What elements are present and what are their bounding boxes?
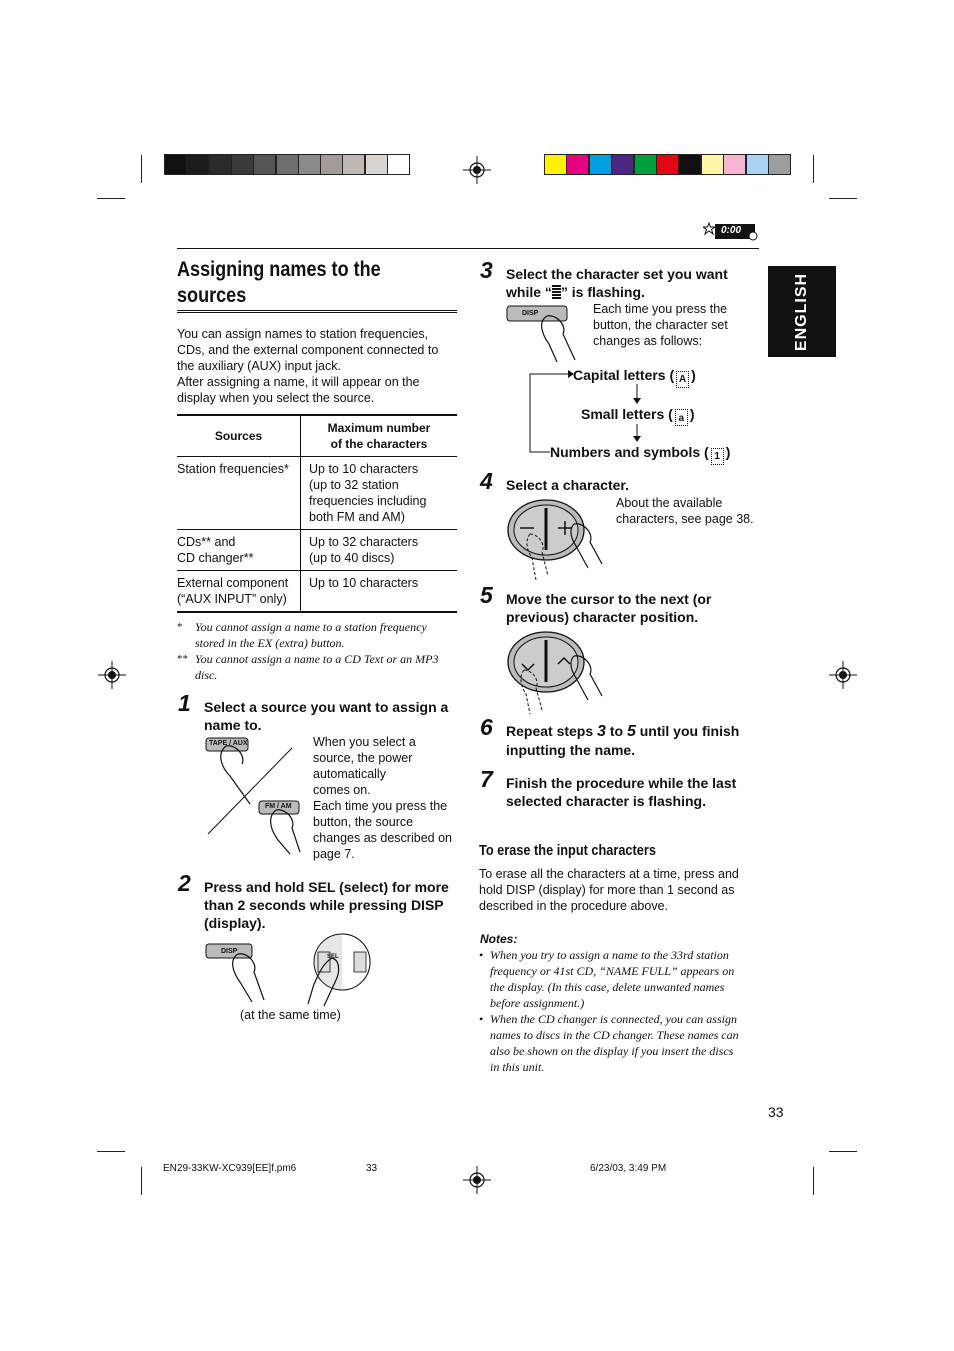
intro-paragraph bbox=[177, 326, 462, 406]
step-number: 5 bbox=[480, 582, 493, 608]
step-2-instruction: Press and hold SEL (select) for more than 2 seconds while pressing DISP (display). bbox=[204, 879, 449, 931]
color-swatch bbox=[678, 154, 701, 175]
footer-page: 33 bbox=[366, 1163, 378, 1174]
gray-swatch bbox=[365, 154, 388, 175]
registration-mark-icon bbox=[829, 661, 857, 689]
color-swatch bbox=[566, 154, 589, 175]
crop-mark bbox=[813, 1167, 814, 1195]
step-1-instruction: Select a source you want to assign a name to. bbox=[204, 699, 449, 733]
table-header-sources: Sources bbox=[177, 415, 301, 457]
page-title bbox=[177, 257, 435, 309]
gray-swatch bbox=[231, 154, 254, 175]
table-header-max: Maximum number of the characters bbox=[327, 421, 431, 451]
step-6-instruction: Repeat steps 3 to 5 until you finish inputting the name. bbox=[506, 723, 740, 758]
table-row bbox=[177, 457, 457, 530]
intro-line: display when you select the source. bbox=[177, 391, 375, 405]
step-2-illustration bbox=[200, 932, 380, 1008]
fm-am-button: FM / AM bbox=[265, 803, 292, 810]
erase-heading: To erase the input characters bbox=[479, 842, 656, 859]
table-cell-source: External component (“AUX INPUT” only) bbox=[177, 571, 301, 613]
table-cell-source: CDs** and CD changer** bbox=[177, 530, 301, 571]
notes-heading: Notes: bbox=[480, 932, 518, 946]
gray-swatch bbox=[164, 154, 187, 175]
step-5-dial-illustration bbox=[502, 630, 612, 716]
step-number: 2 bbox=[178, 870, 191, 896]
step-3-description: Each time you press the button, the character set changes as follows: bbox=[593, 302, 728, 348]
intro-line: CDs, and the external component connected to bbox=[177, 343, 439, 357]
crop-mark bbox=[829, 198, 857, 199]
gray-swatch bbox=[186, 154, 209, 175]
gray-swatch bbox=[276, 154, 299, 175]
gray-swatch bbox=[387, 154, 410, 175]
step-number: 6 bbox=[480, 714, 493, 740]
step-2-caption: (at the same time) bbox=[240, 1008, 341, 1022]
step-1-description: When you select a source, the power automatically comes on. Each time you press the button, the source changes as described on page 7. bbox=[313, 735, 452, 861]
table-row bbox=[177, 530, 457, 571]
registration-mark-icon bbox=[98, 661, 126, 689]
footnote: * You cannot assign a name to a station frequency stored in the EX (extra) button. bbox=[177, 620, 427, 650]
crop-mark bbox=[97, 1151, 125, 1152]
color-swatch bbox=[544, 154, 567, 175]
step-3-instruction: Select the character set you want while “ ” is flashing. bbox=[506, 266, 728, 300]
language-tab-label: ENGLISH bbox=[793, 272, 810, 351]
color-swatch bbox=[723, 154, 746, 175]
gray-swatch bbox=[342, 154, 365, 175]
disp-button: DISP bbox=[221, 948, 238, 955]
intro-line: You can assign names to station frequencies, bbox=[177, 327, 429, 341]
color-swatch bbox=[768, 154, 791, 175]
gray-swatch bbox=[209, 154, 232, 175]
table-cell-max: Up to 10 characters (up to 32 station frequencies including both FM and AM) bbox=[309, 462, 427, 524]
footer-filename: EN29-33KW-XC939[EE]f.pm6 bbox=[163, 1163, 297, 1174]
step-3-illustration bbox=[503, 300, 593, 366]
crop-mark bbox=[97, 198, 125, 199]
numbers-symbols-icon: 1 bbox=[711, 448, 724, 465]
gray-swatch bbox=[320, 154, 343, 175]
step-number: 7 bbox=[480, 766, 493, 792]
clock-display-icon bbox=[703, 221, 759, 243]
color-swatch bbox=[656, 154, 679, 175]
crop-mark bbox=[813, 155, 814, 183]
small-letters-icon: a bbox=[675, 409, 688, 426]
step-4-instruction: Select a character. bbox=[506, 477, 629, 493]
cycle-numbers-symbols: Numbers and symbols ( 1 ) bbox=[550, 443, 730, 465]
footnotes bbox=[177, 619, 467, 683]
step-7-instruction: Finish the procedure while the last selected character is flashing. bbox=[506, 775, 737, 809]
page-number: 33 bbox=[768, 1104, 784, 1120]
cycle-capital-letters: Capital letters ( A ) bbox=[573, 366, 696, 388]
disp-button: DISP bbox=[522, 310, 539, 317]
step-5-instruction: Move the cursor to the next (or previous) character position. bbox=[506, 591, 712, 625]
step-4-description: About the available characters, see page 38. bbox=[616, 496, 754, 526]
step-1-illustration bbox=[200, 734, 310, 858]
step-number: 4 bbox=[480, 468, 493, 494]
tape-aux-button: TAPE / AUX bbox=[209, 740, 248, 747]
color-swatch bbox=[589, 154, 612, 175]
title-rule bbox=[177, 310, 457, 313]
color-swatch bbox=[746, 154, 769, 175]
color-swatch bbox=[611, 154, 634, 175]
character-set-icon bbox=[552, 285, 561, 299]
step-number: 1 bbox=[178, 690, 191, 716]
table-cell-max: Up to 10 characters bbox=[309, 576, 419, 590]
registration-mark-icon bbox=[463, 1166, 491, 1194]
step-4-dial-illustration bbox=[502, 494, 612, 584]
erase-paragraph: To erase all the characters at a time, press and hold DISP (display) for more than 1 second as described in the procedure above. bbox=[479, 867, 739, 913]
header-rule bbox=[177, 248, 759, 249]
table-cell-source: Station frequencies* bbox=[177, 457, 301, 530]
capital-letters-icon: A bbox=[676, 371, 689, 388]
intro-line: After assigning a name, it will appear on the bbox=[177, 375, 420, 389]
crop-mark bbox=[141, 155, 142, 183]
table-cell-max: Up to 32 characters (up to 40 discs) bbox=[309, 535, 419, 565]
note-item: • When the CD changer is connected, you can assign names to discs in the CD changer. These names can also be shown on the display if you insert the discs in this unit. bbox=[479, 1012, 739, 1074]
crop-mark bbox=[141, 1167, 142, 1195]
cycle-small-letters: Small letters ( a ) bbox=[581, 406, 695, 424]
table-row bbox=[177, 571, 457, 613]
gray-swatch bbox=[298, 154, 321, 175]
footnote: ** You cannot assign a name to a CD Text or an MP3 disc. bbox=[177, 652, 439, 682]
footer-date: 6/23/03, 3:49 PM bbox=[590, 1163, 667, 1174]
clock-display-text: 0:00 bbox=[721, 225, 742, 236]
intro-line: the auxiliary (AUX) input jack. bbox=[177, 359, 341, 373]
notes-list bbox=[479, 947, 764, 1075]
page-title-text: Assigning names to the sources bbox=[177, 258, 381, 307]
table-header-row bbox=[177, 415, 457, 457]
color-swatch bbox=[634, 154, 657, 175]
registration-mark-icon bbox=[463, 156, 491, 184]
sources-table bbox=[177, 414, 457, 613]
color-swatch bbox=[701, 154, 724, 175]
gray-swatch bbox=[253, 154, 276, 175]
sel-button: SEL bbox=[327, 954, 339, 960]
crop-mark bbox=[829, 1151, 857, 1152]
step-number: 3 bbox=[480, 257, 493, 283]
note-item: • When you try to assign a name to the 33rd station frequency or 41st CD, “NAME FULL” appears on the display. (In this case, delete unwanted names before assignment.) bbox=[479, 948, 735, 1010]
